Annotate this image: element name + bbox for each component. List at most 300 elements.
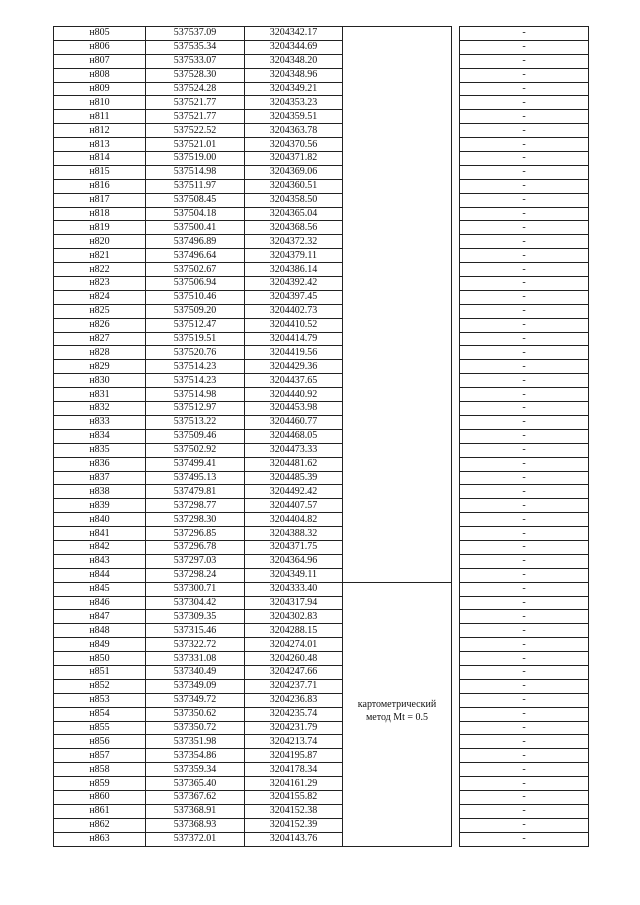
- y-coordinate-cell: 3204365.04: [245, 207, 343, 221]
- y-coordinate-cell: 3204440.92: [245, 388, 343, 402]
- dash-cell: [460, 513, 589, 527]
- table-row: [54, 290, 589, 304]
- y-coordinate-cell: 3204247.66: [245, 665, 343, 679]
- table-row: [54, 540, 589, 554]
- dash-value: -: [522, 124, 526, 136]
- table-row: [54, 624, 589, 638]
- dash-cell: [460, 540, 589, 554]
- dash-value: -: [522, 721, 526, 733]
- method-description: картометрический метод Mt = 0.5: [357, 699, 437, 723]
- column-gap: [452, 568, 460, 582]
- dash-value: -: [522, 430, 526, 442]
- table-row: [54, 527, 589, 541]
- column-gap: [452, 790, 460, 804]
- y-coordinate-cell: 3204344.69: [245, 40, 343, 54]
- point-name-cell: н809: [54, 82, 146, 96]
- table-row: [54, 818, 589, 832]
- x-coordinate-cell: 537496.64: [146, 249, 245, 263]
- dash-cell: [460, 82, 589, 96]
- method-cell: [343, 179, 452, 193]
- table-row: [54, 499, 589, 513]
- table-row: [54, 40, 589, 54]
- y-coordinate-cell: 3204302.83: [245, 610, 343, 624]
- dash-value: -: [522, 694, 526, 706]
- dash-value: -: [522, 819, 526, 831]
- column-gap: [452, 207, 460, 221]
- x-coordinate-cell: 537514.23: [146, 360, 245, 374]
- column-gap: [452, 499, 460, 513]
- method-cell: [343, 485, 452, 499]
- x-coordinate-cell: 537504.18: [146, 207, 245, 221]
- y-coordinate-cell: 3204481.62: [245, 457, 343, 471]
- point-name-cell: н862: [54, 818, 146, 832]
- column-gap: [452, 429, 460, 443]
- table-row: [54, 652, 589, 666]
- x-coordinate-cell: 537514.98: [146, 165, 245, 179]
- method-cell: [343, 499, 452, 513]
- point-name-cell: н836: [54, 457, 146, 471]
- point-name-cell: н829: [54, 360, 146, 374]
- table-row: [54, 443, 589, 457]
- point-name-cell: н820: [54, 235, 146, 249]
- x-coordinate-cell: 537309.35: [146, 610, 245, 624]
- method-cell: [343, 443, 452, 457]
- table-row: [54, 124, 589, 138]
- dash-value: -: [522, 180, 526, 192]
- y-coordinate-cell: 3204155.82: [245, 790, 343, 804]
- method-cell: [343, 402, 452, 416]
- dash-value: -: [522, 680, 526, 692]
- method-cell: [343, 40, 452, 54]
- dash-value: -: [522, 749, 526, 761]
- x-coordinate-cell: 537509.20: [146, 304, 245, 318]
- table-row: [54, 82, 589, 96]
- y-coordinate-cell: 3204414.79: [245, 332, 343, 346]
- table-row: [54, 638, 589, 652]
- point-name-cell: н815: [54, 165, 146, 179]
- column-gap: [452, 721, 460, 735]
- dash-cell: [460, 68, 589, 82]
- point-name-cell: н840: [54, 513, 146, 527]
- column-gap: [452, 110, 460, 124]
- dash-value: -: [522, 249, 526, 261]
- dash-value: -: [522, 291, 526, 303]
- dash-value: -: [522, 583, 526, 595]
- table-row: [54, 457, 589, 471]
- table-row: [54, 763, 589, 777]
- method-cell: [343, 665, 452, 679]
- dash-value: -: [522, 374, 526, 386]
- dash-cell: [460, 165, 589, 179]
- dash-value: -: [522, 499, 526, 511]
- point-name-cell: н838: [54, 485, 146, 499]
- table-row: [54, 777, 589, 791]
- dash-cell: [460, 304, 589, 318]
- method-cell: [343, 138, 452, 152]
- dash-value: -: [522, 221, 526, 233]
- dash-value: -: [522, 138, 526, 150]
- point-name-cell: н823: [54, 277, 146, 291]
- method-cell: [343, 679, 452, 693]
- column-gap: [452, 638, 460, 652]
- y-coordinate-cell: 3204333.40: [245, 582, 343, 596]
- method-cell: [343, 388, 452, 402]
- x-coordinate-cell: 537522.52: [146, 124, 245, 138]
- y-coordinate-cell: 3204152.39: [245, 818, 343, 832]
- dash-cell: [460, 777, 589, 791]
- dash-value: -: [522, 833, 526, 845]
- dash-value: -: [522, 110, 526, 122]
- dash-value: -: [522, 527, 526, 539]
- table-row: [54, 568, 589, 582]
- dash-value: -: [522, 416, 526, 428]
- dash-cell: [460, 27, 589, 41]
- point-name-cell: н828: [54, 346, 146, 360]
- dash-cell: [460, 638, 589, 652]
- point-name-cell: н852: [54, 679, 146, 693]
- method-cell: [343, 193, 452, 207]
- x-coordinate-cell: 537537.09: [146, 27, 245, 41]
- dash-cell: [460, 179, 589, 193]
- y-coordinate-cell: 3204371.82: [245, 152, 343, 166]
- dash-cell: [460, 554, 589, 568]
- table-row: [54, 596, 589, 610]
- method-cell: [343, 790, 452, 804]
- method-cell: [343, 818, 452, 832]
- method-cell: [343, 610, 452, 624]
- dash-cell: [460, 485, 589, 499]
- dash-cell: [460, 568, 589, 582]
- x-coordinate-cell: 537496.89: [146, 235, 245, 249]
- method-cell: [343, 471, 452, 485]
- x-coordinate-cell: 537351.98: [146, 735, 245, 749]
- point-name-cell: н825: [54, 304, 146, 318]
- point-name-cell: н842: [54, 540, 146, 554]
- table-row: [54, 277, 589, 291]
- column-gap: [452, 388, 460, 402]
- dash-cell: [460, 235, 589, 249]
- x-coordinate-cell: 537340.49: [146, 665, 245, 679]
- column-gap: [452, 485, 460, 499]
- table-row: [54, 110, 589, 124]
- method-cell: [343, 346, 452, 360]
- dash-value: -: [522, 194, 526, 206]
- method-cell: [343, 582, 452, 596]
- dash-value: -: [522, 555, 526, 567]
- table-row: [54, 96, 589, 110]
- dash-cell: [460, 290, 589, 304]
- column-gap: [452, 318, 460, 332]
- method-cell: [343, 457, 452, 471]
- point-name-cell: н847: [54, 610, 146, 624]
- y-coordinate-cell: 3204348.96: [245, 68, 343, 82]
- y-coordinate-cell: 3204492.42: [245, 485, 343, 499]
- column-gap: [452, 290, 460, 304]
- point-name-cell: н806: [54, 40, 146, 54]
- column-gap: [452, 596, 460, 610]
- dash-value: -: [522, 360, 526, 372]
- table-row: [54, 554, 589, 568]
- point-name-cell: н827: [54, 332, 146, 346]
- x-coordinate-cell: 537514.98: [146, 388, 245, 402]
- y-coordinate-cell: 3204363.78: [245, 124, 343, 138]
- dash-cell: [460, 193, 589, 207]
- column-gap: [452, 443, 460, 457]
- dash-value: -: [522, 166, 526, 178]
- x-coordinate-cell: 537315.46: [146, 624, 245, 638]
- x-coordinate-cell: 537508.45: [146, 193, 245, 207]
- y-coordinate-cell: 3204419.56: [245, 346, 343, 360]
- column-gap: [452, 124, 460, 138]
- dash-value: -: [522, 55, 526, 67]
- dash-cell: [460, 610, 589, 624]
- column-gap: [452, 402, 460, 416]
- point-name-cell: н805: [54, 27, 146, 41]
- table-row: [54, 68, 589, 82]
- table-row: [54, 610, 589, 624]
- dash-value: -: [522, 471, 526, 483]
- point-name-cell: н845: [54, 582, 146, 596]
- coordinates-table: [53, 26, 589, 847]
- dash-cell: [460, 443, 589, 457]
- method-cell: [343, 638, 452, 652]
- method-cell: [343, 249, 452, 263]
- method-cell: [343, 832, 452, 846]
- column-gap: [452, 304, 460, 318]
- dash-cell: [460, 152, 589, 166]
- method-cell: [343, 749, 452, 763]
- dash-cell: [460, 221, 589, 235]
- point-name-cell: н863: [54, 832, 146, 846]
- x-coordinate-cell: 537512.47: [146, 318, 245, 332]
- x-coordinate-cell: 537354.86: [146, 749, 245, 763]
- point-name-cell: н807: [54, 54, 146, 68]
- column-gap: [452, 277, 460, 291]
- x-coordinate-cell: 537521.01: [146, 138, 245, 152]
- column-gap: [452, 735, 460, 749]
- y-coordinate-cell: 3204152.38: [245, 804, 343, 818]
- coordinates-table-body: [54, 27, 589, 847]
- y-coordinate-cell: 3204371.75: [245, 540, 343, 554]
- column-gap: [452, 221, 460, 235]
- y-coordinate-cell: 3204348.20: [245, 54, 343, 68]
- y-coordinate-cell: 3204353.23: [245, 96, 343, 110]
- dash-cell: [460, 679, 589, 693]
- dash-value: -: [522, 346, 526, 358]
- x-coordinate-cell: 537296.78: [146, 540, 245, 554]
- column-gap: [452, 749, 460, 763]
- y-coordinate-cell: 3204359.51: [245, 110, 343, 124]
- x-coordinate-cell: 537500.41: [146, 221, 245, 235]
- x-coordinate-cell: 537368.93: [146, 818, 245, 832]
- point-name-cell: н850: [54, 652, 146, 666]
- table-row: [54, 804, 589, 818]
- y-coordinate-cell: 3204360.51: [245, 179, 343, 193]
- point-name-cell: н824: [54, 290, 146, 304]
- method-cell: [343, 596, 452, 610]
- x-coordinate-cell: 537499.41: [146, 457, 245, 471]
- dash-value: -: [522, 263, 526, 275]
- point-name-cell: н848: [54, 624, 146, 638]
- point-name-cell: н837: [54, 471, 146, 485]
- table-row: [54, 388, 589, 402]
- dash-value: -: [522, 763, 526, 775]
- x-coordinate-cell: 537479.81: [146, 485, 245, 499]
- dash-value: -: [522, 152, 526, 164]
- dash-value: -: [522, 541, 526, 553]
- dash-cell: [460, 693, 589, 707]
- dash-cell: [460, 721, 589, 735]
- x-coordinate-cell: 537296.85: [146, 527, 245, 541]
- column-gap: [452, 27, 460, 41]
- method-cell: [343, 804, 452, 818]
- dash-value: -: [522, 708, 526, 720]
- table-row: [54, 249, 589, 263]
- y-coordinate-cell: 3204453.98: [245, 402, 343, 416]
- point-name-cell: н854: [54, 707, 146, 721]
- table-row: [54, 749, 589, 763]
- column-gap: [452, 763, 460, 777]
- method-cell: [343, 304, 452, 318]
- table-row: [54, 721, 589, 735]
- dash-cell: [460, 360, 589, 374]
- x-coordinate-cell: 537365.40: [146, 777, 245, 791]
- x-coordinate-cell: 537511.97: [146, 179, 245, 193]
- table-row: [54, 707, 589, 721]
- method-cell: [343, 110, 452, 124]
- dash-value: -: [522, 735, 526, 747]
- point-name-cell: н843: [54, 554, 146, 568]
- point-name-cell: н851: [54, 665, 146, 679]
- dash-value: -: [522, 666, 526, 678]
- x-coordinate-cell: 537502.67: [146, 263, 245, 277]
- y-coordinate-cell: 3204437.65: [245, 374, 343, 388]
- dash-value: -: [522, 485, 526, 497]
- y-coordinate-cell: 3204392.42: [245, 277, 343, 291]
- point-name-cell: н839: [54, 499, 146, 513]
- dash-value: -: [522, 596, 526, 608]
- dash-value: -: [522, 305, 526, 317]
- point-name-cell: н833: [54, 415, 146, 429]
- dash-value: -: [522, 638, 526, 650]
- table-row: [54, 318, 589, 332]
- column-gap: [452, 471, 460, 485]
- dash-cell: [460, 429, 589, 443]
- method-cell: [343, 360, 452, 374]
- point-name-cell: н841: [54, 527, 146, 541]
- x-coordinate-cell: 537514.23: [146, 374, 245, 388]
- y-coordinate-cell: 3204235.74: [245, 707, 343, 721]
- y-coordinate-cell: 3204397.45: [245, 290, 343, 304]
- dash-value: -: [522, 458, 526, 470]
- dash-cell: [460, 457, 589, 471]
- point-name-cell: н821: [54, 249, 146, 263]
- dash-cell: [460, 96, 589, 110]
- method-cell: [343, 652, 452, 666]
- dash-cell: [460, 804, 589, 818]
- method-cell: [343, 207, 452, 221]
- dash-value: -: [522, 277, 526, 289]
- point-name-cell: н849: [54, 638, 146, 652]
- y-coordinate-cell: 3204236.83: [245, 693, 343, 707]
- dash-cell: [460, 388, 589, 402]
- dash-value: -: [522, 388, 526, 400]
- column-gap: [452, 165, 460, 179]
- y-coordinate-cell: 3204468.05: [245, 429, 343, 443]
- x-coordinate-cell: 537519.00: [146, 152, 245, 166]
- dash-value: -: [522, 624, 526, 636]
- x-coordinate-cell: 537368.91: [146, 804, 245, 818]
- column-gap: [452, 665, 460, 679]
- table-row: [54, 138, 589, 152]
- y-coordinate-cell: 3204260.48: [245, 652, 343, 666]
- dash-cell: [460, 749, 589, 763]
- x-coordinate-cell: 537349.72: [146, 693, 245, 707]
- table-row: [54, 735, 589, 749]
- y-coordinate-cell: 3204388.32: [245, 527, 343, 541]
- x-coordinate-cell: 537359.34: [146, 763, 245, 777]
- column-gap: [452, 138, 460, 152]
- column-gap: [452, 54, 460, 68]
- point-name-cell: н816: [54, 179, 146, 193]
- method-cell: [343, 290, 452, 304]
- y-coordinate-cell: 3204429.36: [245, 360, 343, 374]
- point-name-cell: н813: [54, 138, 146, 152]
- method-cell: [343, 374, 452, 388]
- point-name-cell: н812: [54, 124, 146, 138]
- point-name-cell: н834: [54, 429, 146, 443]
- column-gap: [452, 832, 460, 846]
- column-gap: [452, 777, 460, 791]
- x-coordinate-cell: 537533.07: [146, 54, 245, 68]
- column-gap: [452, 554, 460, 568]
- x-coordinate-cell: 537300.71: [146, 582, 245, 596]
- method-cell: [343, 735, 452, 749]
- column-gap: [452, 582, 460, 596]
- point-name-cell: н855: [54, 721, 146, 735]
- dash-value: -: [522, 791, 526, 803]
- y-coordinate-cell: 3204349.11: [245, 568, 343, 582]
- dash-value: -: [522, 235, 526, 247]
- column-gap: [452, 332, 460, 346]
- x-coordinate-cell: 537513.22: [146, 415, 245, 429]
- dash-cell: [460, 499, 589, 513]
- point-name-cell: н846: [54, 596, 146, 610]
- dash-cell: [460, 110, 589, 124]
- method-cell: [343, 429, 452, 443]
- point-name-cell: н835: [54, 443, 146, 457]
- x-coordinate-cell: 537350.62: [146, 707, 245, 721]
- x-coordinate-cell: 537304.42: [146, 596, 245, 610]
- table-row: [54, 832, 589, 846]
- column-gap: [452, 249, 460, 263]
- dash-value: -: [522, 569, 526, 581]
- method-cell: [343, 263, 452, 277]
- method-cell: [343, 235, 452, 249]
- method-cell: [343, 221, 452, 235]
- x-coordinate-cell: 537298.77: [146, 499, 245, 513]
- point-name-cell: н808: [54, 68, 146, 82]
- dash-cell: [460, 138, 589, 152]
- x-coordinate-cell: 537535.34: [146, 40, 245, 54]
- x-coordinate-cell: 537528.30: [146, 68, 245, 82]
- column-gap: [452, 804, 460, 818]
- x-coordinate-cell: 537322.72: [146, 638, 245, 652]
- point-name-cell: н831: [54, 388, 146, 402]
- column-gap: [452, 235, 460, 249]
- y-coordinate-cell: 3204143.76: [245, 832, 343, 846]
- dash-cell: [460, 374, 589, 388]
